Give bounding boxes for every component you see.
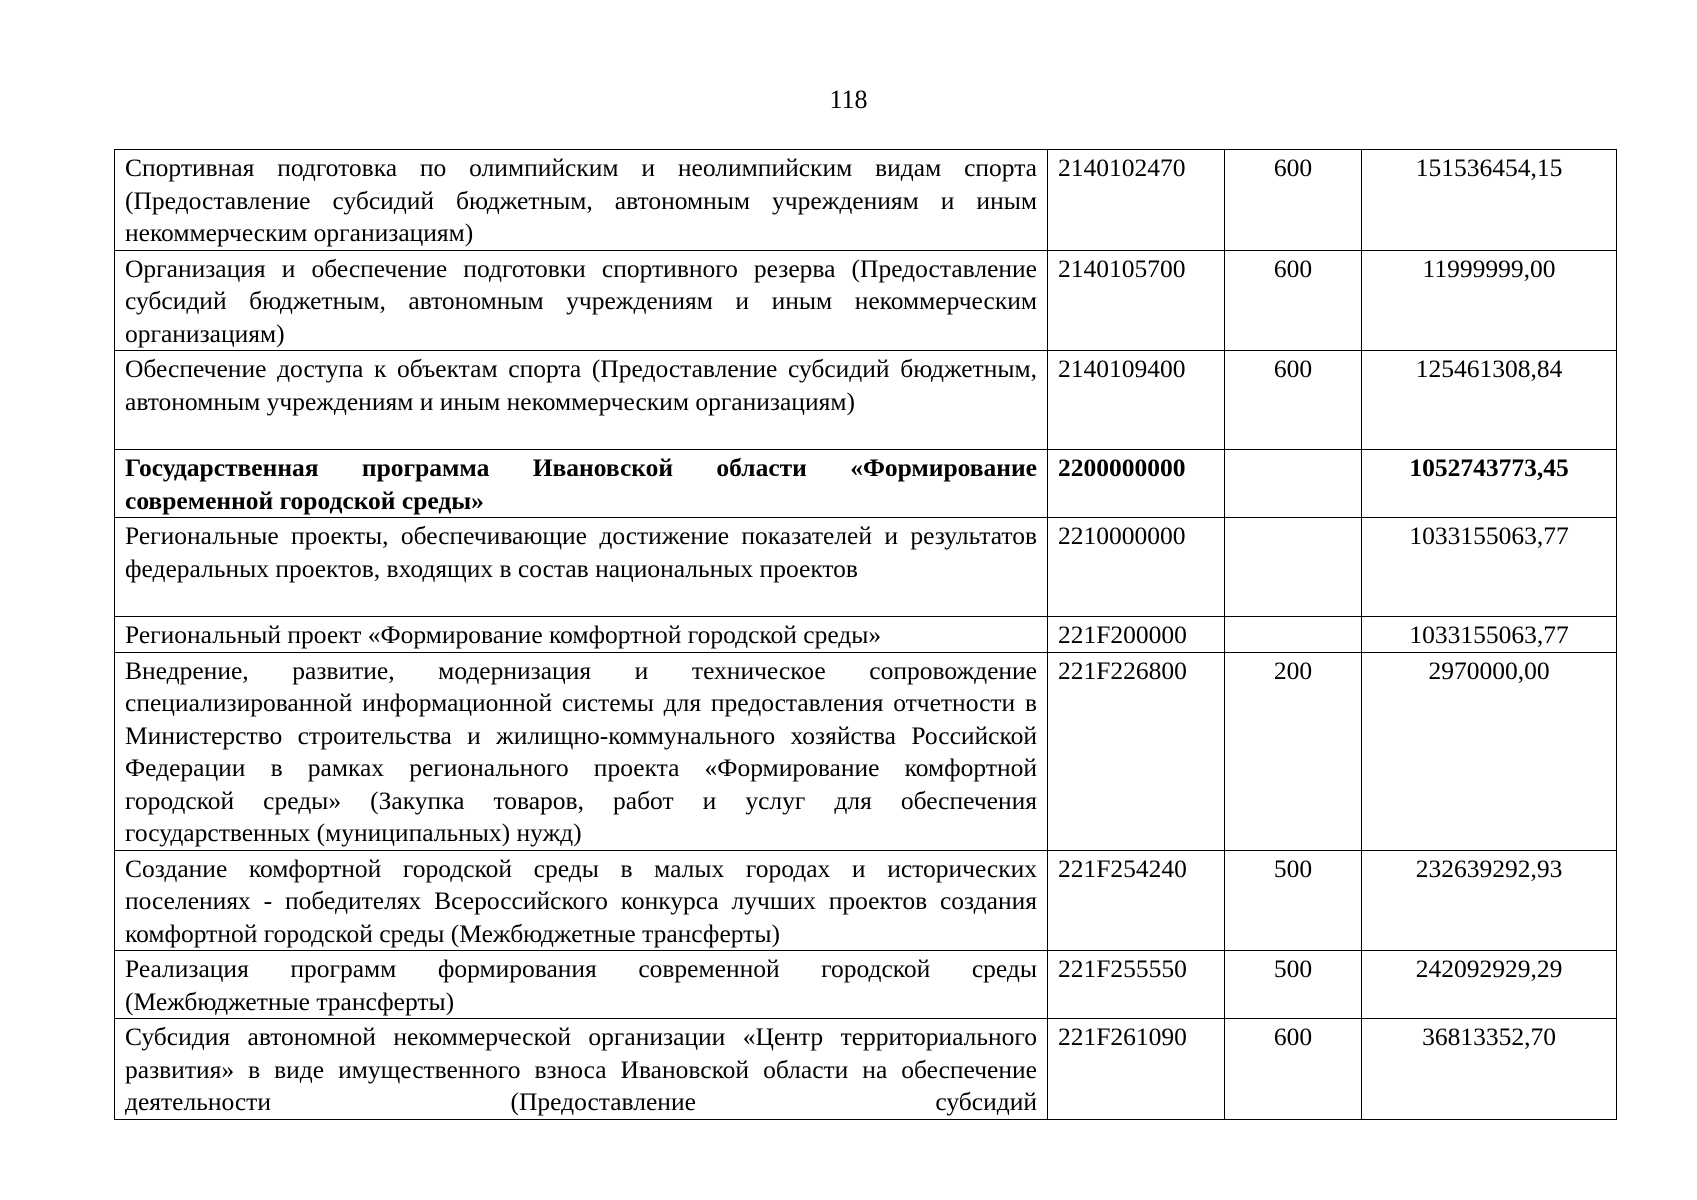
row-code: 221F200000 [1048, 617, 1225, 653]
row-code: 2140102470 [1048, 150, 1225, 251]
row-sum: 2970000,00 [1362, 652, 1617, 850]
row-type: 500 [1225, 951, 1362, 1019]
row-sum: 232639292,93 [1362, 850, 1617, 951]
row-type: 500 [1225, 850, 1362, 951]
row-name: Региональный проект «Формирование комфортной городской среды» [115, 617, 1048, 653]
row-sum: 1052743773,45 [1362, 450, 1617, 518]
row-type [1225, 617, 1362, 653]
row-type: 600 [1225, 351, 1362, 450]
table-row [115, 652, 1617, 850]
table-row [115, 850, 1617, 951]
row-code: 2200000000 [1048, 450, 1225, 518]
row-name: Внедрение, развитие, модернизация и техническое сопровождение специализированной информационной системы для предоставления отчетности в Министерство строительства и жилищно-коммунального хозяйства Российской Федерации в рамках регионального проекта «Формирование комфортной городской среды» (Закупка товаров, работ и услуг для обеспечения государственных (муниципальных) нужд) [115, 652, 1048, 850]
table-row [115, 351, 1617, 450]
row-type: 600 [1225, 250, 1362, 351]
row-sum: 11999999,00 [1362, 250, 1617, 351]
row-code: 2210000000 [1048, 518, 1225, 617]
row-type [1225, 450, 1362, 518]
row-code: 221F226800 [1048, 652, 1225, 850]
row-name: Государственная программа Ивановской области «Формирование современной городской среды» [115, 450, 1048, 518]
row-name: Субсидия автономной некоммерческой организации «Центр территориального развития» в виде имущественного взноса Ивановской области на обеспечение деятельности (Предоставление субсидий [115, 1019, 1048, 1120]
table-row [115, 951, 1617, 1019]
row-type: 200 [1225, 652, 1362, 850]
table-row [115, 150, 1617, 251]
row-type [1225, 518, 1362, 617]
row-sum: 1033155063,77 [1362, 617, 1617, 653]
row-sum: 242092929,29 [1362, 951, 1617, 1019]
row-name: Обеспечение доступа к объектам спорта (Предоставление субсидий бюджетным, автономным учреждениям и иным некоммерческим организациям) [115, 351, 1048, 450]
row-code: 2140105700 [1048, 250, 1225, 351]
row-sum: 36813352,70 [1362, 1019, 1617, 1120]
budget-table [114, 149, 1617, 1120]
row-sum: 151536454,15 [1362, 150, 1617, 251]
table-row [115, 250, 1617, 351]
row-sum: 1033155063,77 [1362, 518, 1617, 617]
row-code: 221F261090 [1048, 1019, 1225, 1120]
row-name: Спортивная подготовка по олимпийским и неолимпийским видам спорта (Предоставление субсидий бюджетным, автономным учреждениям и иным некоммерческим организациям) [115, 150, 1048, 251]
row-code: 221F254240 [1048, 850, 1225, 951]
row-code: 221F255550 [1048, 951, 1225, 1019]
row-name: Создание комфортной городской среды в малых городах и исторических поселениях - победителях Всероссийского конкурса лучших проектов создания комфортной городской среды (Межбюджетные трансферты) [115, 850, 1048, 951]
page-number: 118 [829, 85, 868, 114]
row-name: Организация и обеспечение подготовки спортивного резерва (Предоставление субсидий бюджетным, автономным учреждениям и иным некоммерческим организациям) [115, 250, 1048, 351]
row-name: Реализация программ формирования современной городской среды (Межбюджетные трансферты) [115, 951, 1048, 1019]
row-code: 2140109400 [1048, 351, 1225, 450]
row-type: 600 [1225, 1019, 1362, 1120]
row-type: 600 [1225, 150, 1362, 251]
row-sum: 125461308,84 [1362, 351, 1617, 450]
table-row [115, 518, 1617, 617]
table-row [115, 1019, 1617, 1120]
table-row-program [115, 450, 1617, 518]
row-name: Региональные проекты, обеспечивающие достижение показателей и результатов федеральных проектов, входящих в состав национальных проектов [115, 518, 1048, 617]
table-row [115, 617, 1617, 653]
